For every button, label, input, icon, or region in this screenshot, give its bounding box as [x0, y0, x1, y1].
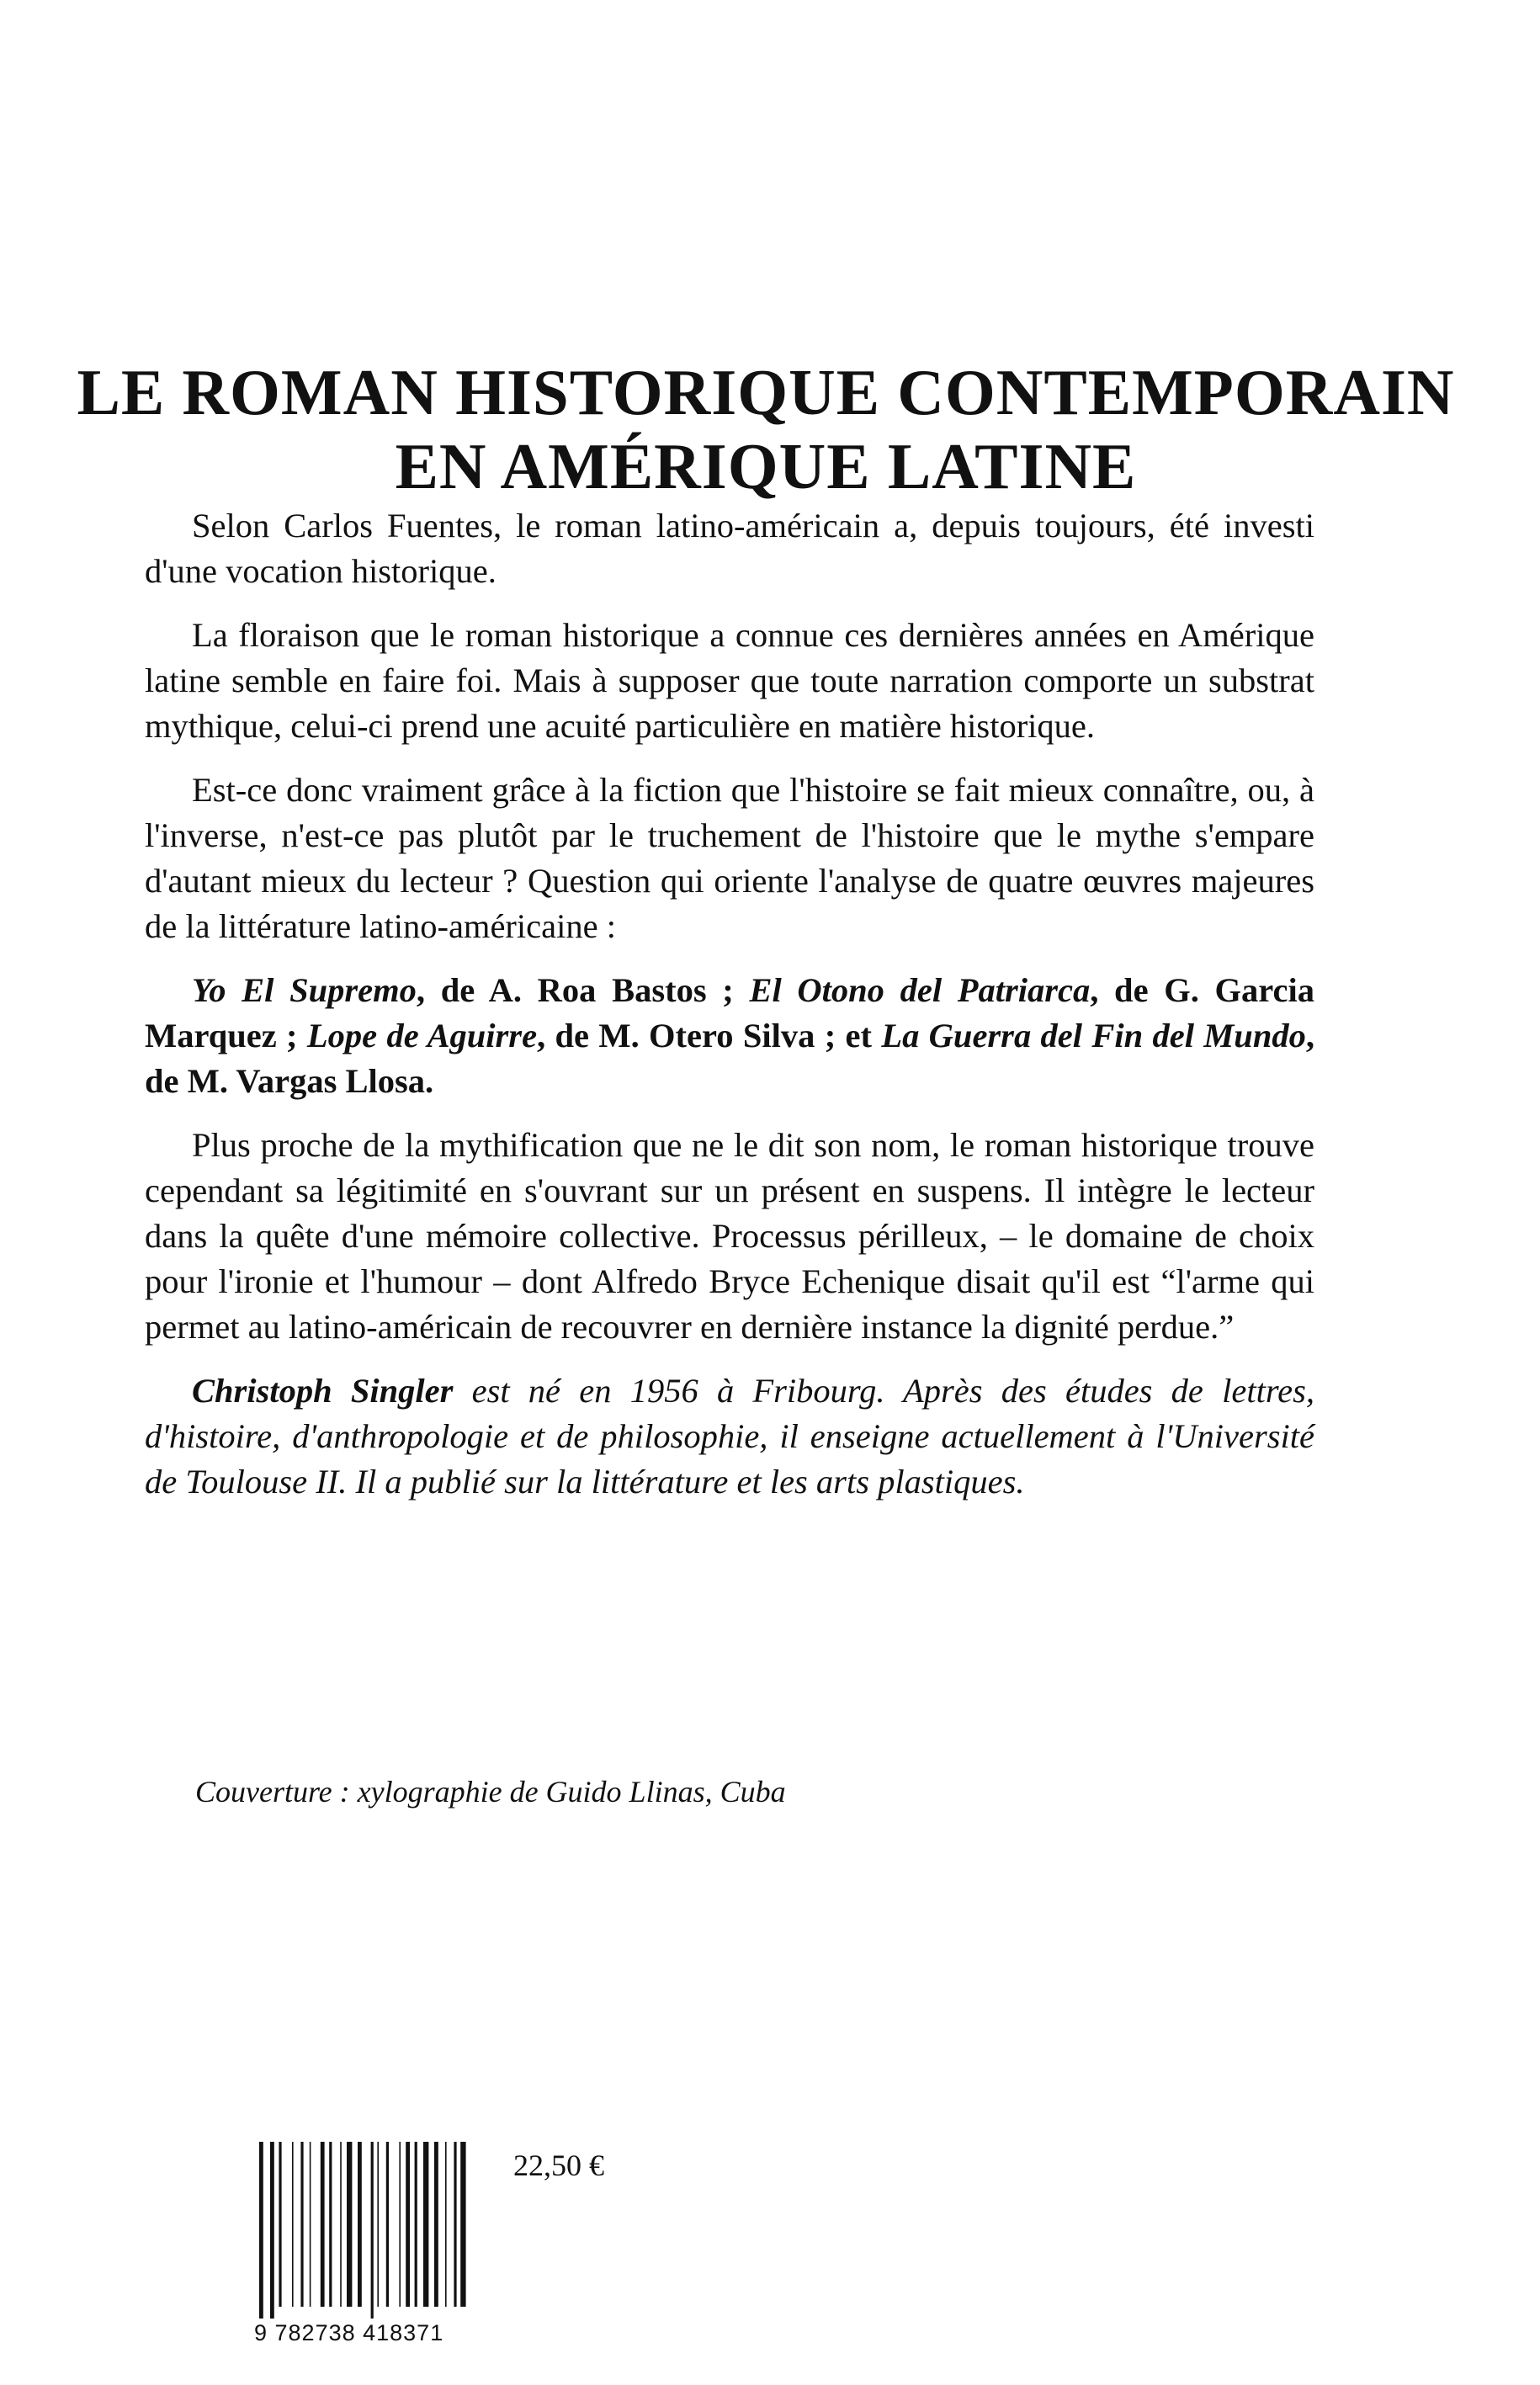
barcode-bar	[371, 2142, 374, 2319]
blurb-paragraph-5: Plus proche de la mythification que ne le dit son nom, le roman historique trouve cependant sa légitimité en s'ouvrant sur un présent en suspens. Il intègre le lecteur dans la quête d'une mémoire collective. Processus périlleux, – le domaine de choix pour l'ironie et l'humour – dont Alfredo Bryce Echenique disait qu'il est “l'arme qui permet au latino-américain de recouvrer en dernière instance la dignité perdue.”	[145, 1126, 1314, 1346]
book-title-line-1: LE ROMAN HISTORIQUE CONTEMPORAIN	[77, 355, 1455, 428]
barcode-bar	[310, 2142, 311, 2307]
barcode-bar	[434, 2142, 438, 2307]
barcode-bars	[254, 2142, 475, 2319]
price: 22,50 €	[513, 2149, 604, 2182]
work-author-3: , de M. Otero Silva ; et	[537, 1017, 882, 1054]
barcode-bar	[259, 2142, 263, 2319]
author-bio-text: est né en 1956 à Fribourg. Après des études de lettres, d'histoire, d'anthropologie et de philosophie, il enseigne actuellement à l'Université de Toulouse II. Il a publié sur la littérature et les arts plastiques.	[145, 1372, 1314, 1501]
blurb-paragraph-1: Selon Carlos Fuentes, le roman latino-américain a, depuis toujours, été investi d'une vocation historique.	[145, 507, 1314, 590]
barcode-bar	[415, 2142, 417, 2307]
barcode-bar	[386, 2142, 389, 2307]
barcode-bar	[423, 2142, 428, 2307]
works-list	[145, 968, 1314, 1104]
barcode-bar	[292, 2142, 294, 2307]
barcode-bar	[340, 2142, 342, 2307]
isbn-barcode	[254, 2142, 481, 2352]
work-title-4: La Guerra del Fin del Mundo	[881, 1017, 1306, 1054]
barcode-bar	[329, 2142, 332, 2307]
work-title-3: Lope de Aguirre	[306, 1017, 538, 1054]
author-name: Christoph Singler	[192, 1372, 454, 1410]
barcode-bar	[347, 2142, 352, 2307]
blurb-paragraph-2: La floraison que le roman historique a connue ces dernières années en Amérique latine semble en faire foi. Mais à supposer que toute narration comporte un substrat mythique, celui-ci prend une acuité particulière en matière historique.	[145, 616, 1314, 745]
blurb	[145, 503, 1314, 1523]
barcode-bar	[460, 2142, 465, 2307]
barcode-bar	[454, 2142, 456, 2307]
book-title-line-2: EN AMÉRIQUE LATINE	[395, 429, 1137, 502]
barcode-bar	[300, 2142, 303, 2307]
barcode-bar	[321, 2142, 325, 2307]
barcode-bar	[270, 2142, 274, 2319]
work-author-2: , de G. Garcia Marquez ;	[145, 971, 1314, 1054]
work-title-1: Yo El Supremo	[192, 971, 417, 1009]
barcode-number: 9 782738 418371	[254, 2320, 444, 2345]
barcode-bar	[279, 2142, 281, 2307]
author-bio	[145, 1368, 1314, 1505]
blurb-paragraph-3: Est-ce donc vraiment grâce à la fiction que l'histoire se fait mieux connaître, ou, à l'inverse, n'est-ce pas plutôt par le truchement de l'histoire que le mythe s'empare d'autant mieux du lecteur ? Question qui oriente l'analyse de quatre œuvres majeures de la littérature latino-américaine :	[145, 771, 1314, 945]
work-author-4: , de M. Vargas Llosa.	[145, 1017, 1314, 1100]
work-author-1: , de A. Roa Bastos ;	[416, 971, 750, 1009]
barcode-bar	[377, 2142, 379, 2307]
barcode-bar	[445, 2142, 447, 2307]
work-title-2: El Otono del Patriarca	[749, 971, 1091, 1009]
book-title	[50, 355, 1481, 503]
barcode-bar	[406, 2142, 410, 2307]
barcode-bar	[358, 2142, 362, 2307]
barcode-bar	[399, 2142, 401, 2307]
cover-credit: Couverture : xylographie de Guido Llinas, Cuba	[195, 1775, 786, 1809]
